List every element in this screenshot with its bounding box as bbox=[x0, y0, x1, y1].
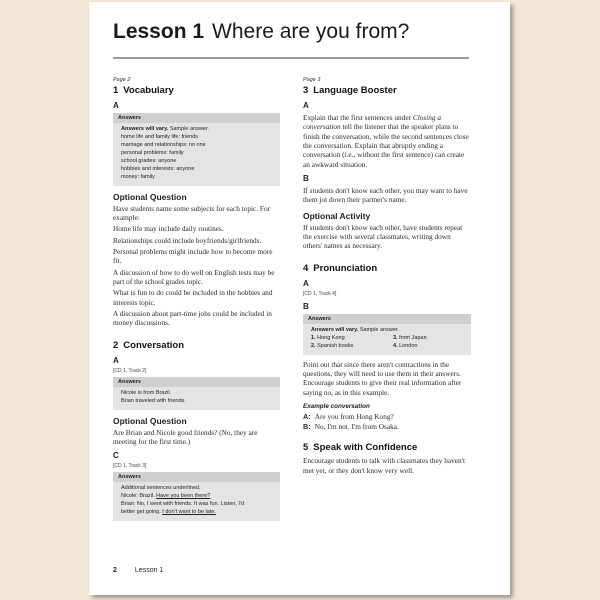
item-number: 3. bbox=[393, 334, 398, 341]
paragraph: If students don't know each other, have students repeat the exercise with several classmates, writing down others' names as necessary. bbox=[303, 222, 463, 251]
exercise-letter: A bbox=[113, 101, 119, 110]
answer-row bbox=[311, 343, 466, 351]
dialog-text: No, I'm not. I'm from Osaka. bbox=[314, 422, 399, 432]
document-page bbox=[89, 2, 510, 595]
text: tell the listener that the speaker plans to finish the conversation, while the second sentences close the conversation. Explain that abruptly ending a conversation (i.e., without the first sentence) can create an awkward situation. bbox=[303, 122, 469, 169]
paragraph: Have students name some subjects for each topic. For example: bbox=[113, 203, 271, 223]
answers-box bbox=[303, 314, 471, 355]
optional-question-heading: Optional Question bbox=[113, 415, 187, 426]
answer-line: hobbies and interests: anyone bbox=[121, 165, 195, 172]
answer-line: school grades: anyone bbox=[121, 157, 177, 164]
title-divider bbox=[113, 57, 469, 59]
answer-item bbox=[393, 335, 427, 343]
paragraph: Home life may include daily routines. bbox=[113, 224, 224, 234]
answers-box bbox=[113, 377, 280, 410]
section-heading-vocabulary bbox=[113, 85, 280, 96]
footer-label: Lesson 1 bbox=[134, 567, 164, 574]
section-title: Language Booster bbox=[313, 85, 397, 96]
item-text: London bbox=[399, 342, 418, 349]
section-heading-speak-with-confidence bbox=[303, 442, 471, 453]
left-column bbox=[113, 77, 280, 526]
section-heading-language-booster bbox=[303, 85, 471, 96]
paragraph: A discussion of how to do well on English tests may be part of the school grades topic. bbox=[113, 267, 275, 287]
section-number: 1 bbox=[113, 85, 119, 96]
paragraph bbox=[303, 113, 471, 169]
section-number: 3 bbox=[303, 85, 309, 96]
answers-box bbox=[113, 472, 280, 521]
speaker-label: A: bbox=[303, 411, 311, 421]
exercise-letter: A bbox=[303, 278, 309, 288]
answers-intro: Answers will vary. bbox=[121, 126, 169, 132]
answers-body bbox=[113, 482, 280, 521]
section-number: 4 bbox=[303, 262, 309, 274]
answers-header: Answers bbox=[303, 314, 471, 324]
answer-line bbox=[121, 493, 275, 501]
exercise-letter: A bbox=[113, 355, 119, 365]
item-text: Spanish books bbox=[317, 342, 354, 349]
section-title: Speak with Confidence bbox=[313, 442, 418, 454]
dialog-text: Are you from Hong Kong? bbox=[314, 411, 394, 421]
page-footer bbox=[113, 567, 163, 574]
item-text: from Japan bbox=[399, 334, 427, 341]
section-number: 2 bbox=[113, 339, 119, 351]
item-number: 4. bbox=[393, 342, 398, 349]
answer-line: money: family bbox=[121, 173, 155, 180]
example-heading: Example conversation bbox=[303, 402, 370, 410]
paragraph: Personal problems might include how to become more fit. bbox=[113, 247, 273, 266]
answer-line: Brian traveled with friends. bbox=[121, 397, 186, 404]
item-number: 2. bbox=[311, 342, 316, 349]
paragraph: Point out that since there aren't contractions in the questions, they will need to use them in their answers. Encourage students to give their real information after saying no, as in this example. bbox=[303, 359, 462, 397]
audio-track: [CD 1, Track 4] bbox=[303, 290, 337, 297]
exercise-letter: B bbox=[303, 173, 309, 183]
audio-track: [CD 1, Track 2] bbox=[113, 367, 147, 374]
answers-body bbox=[303, 324, 471, 355]
paragraph: If students don't know each other, you may want to have them jot down their partner's name. bbox=[303, 185, 468, 205]
underlined-text: Have you been there? bbox=[156, 493, 211, 500]
right-column bbox=[303, 77, 471, 477]
answers-body bbox=[113, 123, 280, 186]
lesson-number: Lesson 1 bbox=[113, 20, 205, 43]
item-number: 1. bbox=[311, 334, 316, 341]
answers-box bbox=[113, 113, 280, 186]
dialog-line bbox=[303, 412, 471, 422]
section-heading-conversation bbox=[113, 340, 280, 351]
answers-intro-rest: Sample answer. bbox=[168, 126, 209, 132]
answer-line: Brian: No, I went with friends. It was fun. Listen, I'd bbox=[121, 501, 245, 508]
answer-line: marriage and relationships: no one bbox=[121, 141, 206, 148]
answer-line bbox=[121, 509, 275, 517]
section-title: Vocabulary bbox=[123, 85, 174, 96]
answers-body bbox=[113, 387, 280, 410]
answers-header: Answers bbox=[113, 472, 280, 482]
section-title: Conversation bbox=[123, 339, 185, 351]
page-ref: Page 3 bbox=[303, 77, 321, 83]
answers-intro-rest: Sample answer. bbox=[358, 326, 399, 333]
answers-header: Answers bbox=[113, 377, 280, 387]
exercise-letter: C bbox=[113, 451, 119, 461]
answers-intro: Answers will vary. bbox=[311, 326, 359, 333]
paragraph: What is fun to do could be included in the hobbies and interests topic. bbox=[113, 288, 273, 307]
answer-item bbox=[311, 343, 393, 351]
exercise-letter: A bbox=[303, 101, 309, 110]
answer-item bbox=[393, 343, 417, 351]
exercise-letter: B bbox=[303, 301, 309, 311]
section-heading-pronunciation bbox=[303, 263, 471, 274]
italic-text: Closing a conversation bbox=[303, 113, 442, 132]
underlined-text: I don't want to be late. bbox=[162, 509, 216, 516]
audio-track: [CD 1, Track 3] bbox=[113, 463, 147, 470]
dialog-line bbox=[303, 422, 471, 432]
answer-item bbox=[311, 335, 393, 343]
paragraph: Encourage students to talk with classmates they haven't met yet, or they don't know very well. bbox=[303, 456, 466, 475]
text: Explain that the first sentences under bbox=[303, 113, 413, 122]
section-title: Pronunciation bbox=[313, 262, 378, 274]
answer-line: home life and family life: friends bbox=[121, 133, 199, 140]
answer-text: Nicole: Brazil. bbox=[121, 493, 157, 500]
answer-line: Nicole is from Brazil. bbox=[121, 389, 172, 396]
section-number: 5 bbox=[303, 442, 309, 454]
item-text: Hong Kong bbox=[317, 334, 345, 341]
answers-header: Answers bbox=[113, 113, 280, 123]
page-ref: Page 2 bbox=[113, 77, 131, 83]
lesson-subtitle: Where are you from? bbox=[212, 20, 410, 43]
optional-activity-heading: Optional Activity bbox=[303, 210, 371, 221]
optional-question-heading: Optional Question bbox=[113, 191, 187, 202]
answer-line: Additional sentences underlined. bbox=[121, 485, 201, 492]
lesson-title bbox=[113, 20, 409, 44]
speaker-label: B: bbox=[303, 422, 311, 432]
paragraph: Relationships could include boyfriends/girlfriends. bbox=[113, 235, 262, 245]
answer-line: personal problems: family bbox=[121, 149, 184, 156]
paragraph: Are Brian and Nicole good friends? (No, they are meeting for the first time.) bbox=[113, 427, 258, 446]
answer-text: better get going. bbox=[121, 509, 163, 516]
answer-row bbox=[311, 335, 466, 343]
page-number: 2 bbox=[113, 567, 117, 574]
paragraph: A discussion about part-time jobs could be included in money discussions. bbox=[113, 309, 272, 328]
